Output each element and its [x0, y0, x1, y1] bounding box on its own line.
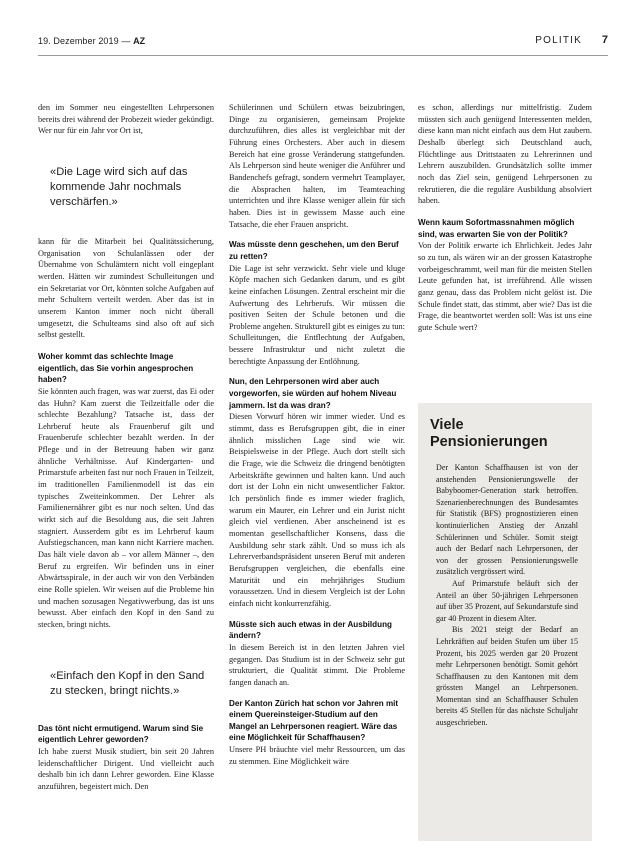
page-number: 7 — [601, 34, 608, 46]
interview-question: Das tönt nicht ermutigend. Warum sind Sie eigentlich Lehrer geworden? — [38, 723, 204, 745]
paragraph: Schülerinnen und Schülern etwas beizubringen, Dinge zu organisieren, gemeinsam Projekte durchzuführen, dies alles ist vergleichbar mit der Führung eines Orchesters. Aber auch in diesem Bereich hat eine grosse Veränderung stattgefunden. Als Lehrperson sind heute weniger die Anführer und Bandenchefs gefragt, sondern vermehrt Teamplayer, die Absprachen halten, im Teamteaching unterrichten und ihre Klasse weniger allein für sich haben. Dies ist in gewissem Masse auch eine Tatsache, die eher Frauen anspricht. — [229, 103, 405, 229]
pull-quote: «Einfach den Kopf in den Sand zu stecken, bringt nichts.» — [50, 669, 205, 697]
column-2 — [229, 102, 405, 767]
interview-question: Was müsste denn geschehen, um den Beruf zu retten? — [229, 240, 399, 261]
info-box-paragraph: Bis 2021 steigt der Bedarf an Lehrkräften auf beiden Stufen um über 15 Prozent, bis 2025 werden gar 20 Prozent mehr Lehrpersonen benötigt. Somit gehört Schaffhausen zu den Kantonen mit dem grössten Mangel an Lehrpersonen. Momentan sind an Schaffhauser Schulen bereits 45 Stellen für das nächste Schuljahr ausgeschrieben. — [436, 625, 578, 728]
paragraph: es schon, allerdings nur mittelfristig. Zudem müssten sich auch genügend Interessenten melden, diese kann man nicht einfach aus dem Hut zaubern. Deshalb überlegt sich Deutschland auch, Flüchtlinge aus Drittstaaten zu Lehrerinnen und Lehrern auszubilden. Grundsätzlich sollte immer noch das Ziel sein, genügend Lehrpersonen zu rekrutieren, die die reguläre Ausbildung absolviert haben. — [418, 103, 592, 206]
paragraph: Ich habe zuerst Musik studiert, bin seit 20 Jahren leidenschaftlicher Dirigent. Und vielleicht auch deshalb bin ich dann Lehrer geworden. Eine Klasse anzuführen, begeistert mich. Den — [38, 746, 214, 791]
info-box-title: Viele Pensionierungen — [430, 417, 548, 450]
paragraph: In diesem Bereich ist in den letzten Jahren viel gegangen. Das Studium ist in der Schweiz sehr gut strukturiert, die Qualität stimmt. Die Probleme fangen danach an. — [229, 642, 405, 687]
date-text: 19. Dezember 2019 — — [38, 36, 131, 46]
info-box-paragraph: Auf Primarstufe beläuft sich der Anteil an über 50-jährigen Lehrpersonen auf über 35 Prozent, auf Sekundarstufe sind gar 40 Prozent in diesem Alter. — [436, 578, 578, 623]
paragraph: Unsere PH bräuchte viel mehr Ressourcen, um das zu stemmen. Eine Möglichkeit wäre — [229, 745, 405, 766]
interview-question: Nun, den Lehrpersonen wird aber auch vorgeworfen, sie würden auf hohem Niveau jammern. Ist da was dran? — [229, 377, 397, 410]
paragraph: kann für die Mitarbeit bei Qualitätssicherung, Organisation von Schulanlässen oder der Übernahme von Schulämtern nicht voll eingeplant werden. Hätten wir zumindest Schulleitungen und ein Sekretariat vor Ort, könnten solche Aufgaben auf mehr Schultern verteilt werden. Aber das ist in unserem Kanton immer noch nicht überall umgesetzt, die Schulteams sind also oft auf sich selbst gestellt. — [38, 236, 214, 340]
interview-question: Wenn kaum Sofortmassnahmen möglich sind, was erwarten Sie von der Politik? — [418, 217, 575, 239]
info-box — [418, 403, 592, 841]
page-header — [38, 36, 608, 50]
column-1 — [38, 102, 214, 793]
interview-question: Müsste sich auch etwas in der Ausbildung ändern? — [229, 619, 392, 641]
brand-logo: AZ — [133, 36, 146, 46]
info-box-paragraph: Der Kanton Schaffhausen ist von der anstehenden Pensionierungswelle der Babyboomer-Generation stark betroffen. Szenarienberechnungen des Bundesamtes für Statistik (BFS) prognostizieren einen kontinuierlichen Anstieg der Anzahl Schülerinnen und Schüler. Somit steigt auch der Bedarf nach Lehrpersonen, der von der grossen Pensionierungswelle zusätzlich vergrössert wird. — [436, 463, 578, 577]
interview-question: Der Kanton Zürich hat schon vor Jahren mit einem Quereinsteiger-Studium auf den Mangel an Lehrpersonen reagiert. Wäre das eine Möglichkeit für Schaffhausen? — [229, 698, 399, 743]
paragraph: Sie könnten auch fragen, was war zuerst, das Ei oder das Huhn? Kam zuerst die Teilzeitfalle oder die schlechte Bezahlung? Tatsache ist, dass der Lehrberuf heute als Frauenberuf gilt und Frauenberufe schlechter bezahlt werden. In der Pflege und in der Betreuung haben wir ganz ähnliche Verhältnisse. Auf Kindergarten- und Primarstufe arbeiten fast nur noch Frauen in Teilzeit, im traditionellen Familienmodell ist das ein typisches Zweiteinkommen. Der Lehrer als Familienernährer gibt es nur noch selten. Und das wirkt sich auf die Besoldung aus, die seit Jahren stagniert. Ausserdem gibt es im Lehrberuf kaum Aufstiegschancen, man kann nicht Karriere machen. Das hält viele davon ab – vor allem Männer –, den Beruf zu ergreifen. Wir befinden uns in einer Abwärtsspirale, in der auch wir von den Verbänden eine Rolle spielen. Wir weisen auf die Probleme hin und machen sozusagen Negativwerbung, das ist uns bewusst. Aber einfach den Kopf in den Sand zu stecken, bringt nichts. — [38, 386, 214, 629]
paragraph: Die Lage ist sehr verzwickt. Sehr viele und kluge Köpfe machen sich Gedanken darum, und es gibt keine einfachen Lösungen. Zentral erscheint mir die Aufwertung des Lehrberufs. Wir müssen die positiven Seiten der Schule betonen und die Probleme angehen. Strukturell gibt es einiges zu tun: Schulleitungen, die Entflechtung der Aufgaben, bessere Infrastruktur und nicht zuletzt die berechtigte Anpassung der Entlöhnung. — [229, 263, 405, 366]
section-label: POLITIK — [535, 35, 582, 46]
paragraph: Von der Politik erwarte ich Ehrlichkeit. Jedes Jahr so zu tun, als wären wir an der grossen Katastrophe vorbeigeschrammt, weil man für die meisten Stellen Leute gefunden hat, ist irreführend. Alle wissen ganz genau, dass das Problem nicht gelöst ist. Die Schule findet statt, das stimmt, aber wie? Das ist die Frage, die beantwortet werden soll: Was ist uns eine gute Schule wert? — [418, 241, 592, 332]
interview-question: Woher kommt das schlechte Image eigentlich, das Sie vorhin angesprochen haben? — [38, 351, 194, 385]
issue-date — [38, 36, 145, 46]
paragraph: den im Sommer neu eingestellten Lehrpersonen bereits drei während der Probezeit wieder gekündigt. Wer nur für ein Jahr vor Ort ist, — [38, 103, 214, 136]
column-3 — [418, 102, 592, 333]
paragraph: Diesen Vorwurf hören wir immer wieder. Und es stimmt, dass es Berufsgruppen gibt, die in einer ähnlich misslichen Lage sind wie wir. Beispielsweise in der Pflege. Auch dort stellt sich die Frage, wie die Schweiz die dringend benötigten Arbeitskräfte gewinnen und halten kann. Und auch dort ist der Lohn ein nicht unwesentlicher Faktor. Ich persönlich finde es immer wieder fraglich, warum ein Maurer, ein Lehrer und ein Jurist nicht gleich viel verdienen. Aber anscheinend ist es momentan gesellschaftlicher Konsens, dass die Ausbildung sehr stark zählt. Und so muss ich als Lehrerverbandspräsident unseren Beruf mit anderen Berufsgruppen vergleichen, die ebenfalls eine Maturität und ein mehrjähriges Studium voraussetzen. Und in diesem Vergleich ist der Lohn einfach nicht konkurrenzfähig. — [229, 412, 405, 608]
header-rule — [38, 55, 608, 56]
pull-quote: «Die Lage wird sich auf das kommende Jahr nochmals verschärfen.» — [50, 165, 188, 208]
